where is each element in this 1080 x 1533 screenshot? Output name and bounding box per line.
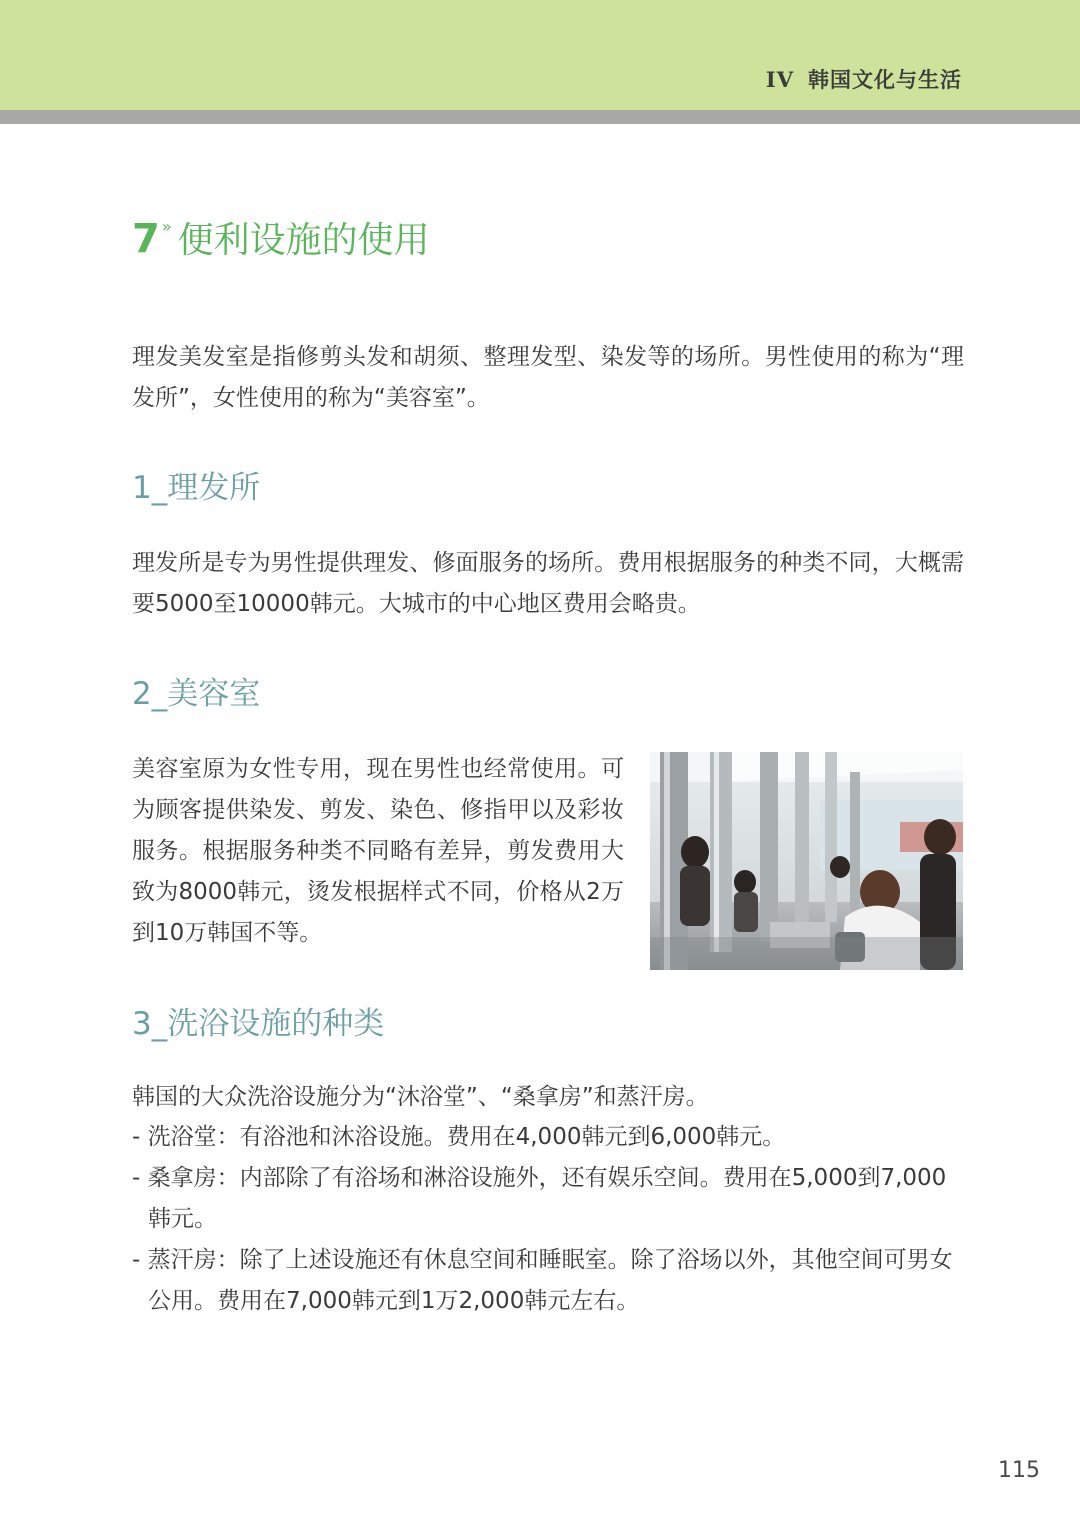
bath-facilities-paragraph: 韩国的大众洗浴设施分为“沐浴堂”、“桑拿房”和蒸汗房。 xyxy=(132,1084,709,1110)
section-title xyxy=(132,212,430,263)
list-item: - 洗浴堂：有浴池和沐浴设施。费用在4,000韩元到6,000韩元。 xyxy=(132,1124,786,1150)
intro-paragraph: 理发美发室是指修剪头发和胡须、整理发型、染发等的场所。男性使用的称为“理发所”，女性使用的称为“美容室”。 xyxy=(132,344,964,411)
subsection-title-bath-facilities: 3_洗浴设施的种类 xyxy=(132,1006,385,1042)
barbershop-paragraph: 理发所是专为男性提供理发、修面服务的场所。费用根据服务的种类不同，大概需要5000至10000韩元。大城市的中心地区费用会略贵。 xyxy=(132,550,964,617)
subsection-title-beauty-salon: 2_美容室 xyxy=(132,676,261,712)
section-number: 7 xyxy=(132,216,160,262)
hair-salon-photo xyxy=(650,752,963,970)
list-item: - 桑拿房：内部除了有浴场和淋浴设施外，还有娱乐空间。费用在5,000到7,000韩元。 xyxy=(132,1165,947,1232)
chapter-title: 韩国文化与生活 xyxy=(808,68,962,92)
chapter-numeral: IV xyxy=(765,67,794,92)
page-number: 115 xyxy=(998,1458,1040,1483)
list-item: - 蒸汗房：除了上述设施还有休息空间和睡眠室。除了浴场以外，其他空间可男女公用。费用在7,000韩元到1万2,000韩元左右。 xyxy=(132,1247,953,1314)
running-header xyxy=(766,64,962,94)
bath-facilities-list xyxy=(132,1117,964,1322)
section-mark: » xyxy=(161,217,172,236)
subsection-title-barbershop: 1_理发所 xyxy=(132,470,261,506)
header-rule xyxy=(0,110,1080,124)
section-title-text: 便利设施的使用 xyxy=(177,220,430,261)
beauty-salon-paragraph: 美容室原为女性专用，现在男性也经常使用。可为顾客提供染发、剪发、染色、修指甲以及彩妆服务。根据服务种类不同略有差异，剪发费用大致为8000韩元，烫发根据样式不同，价格从2万到10万韩国不等。 xyxy=(132,756,624,946)
